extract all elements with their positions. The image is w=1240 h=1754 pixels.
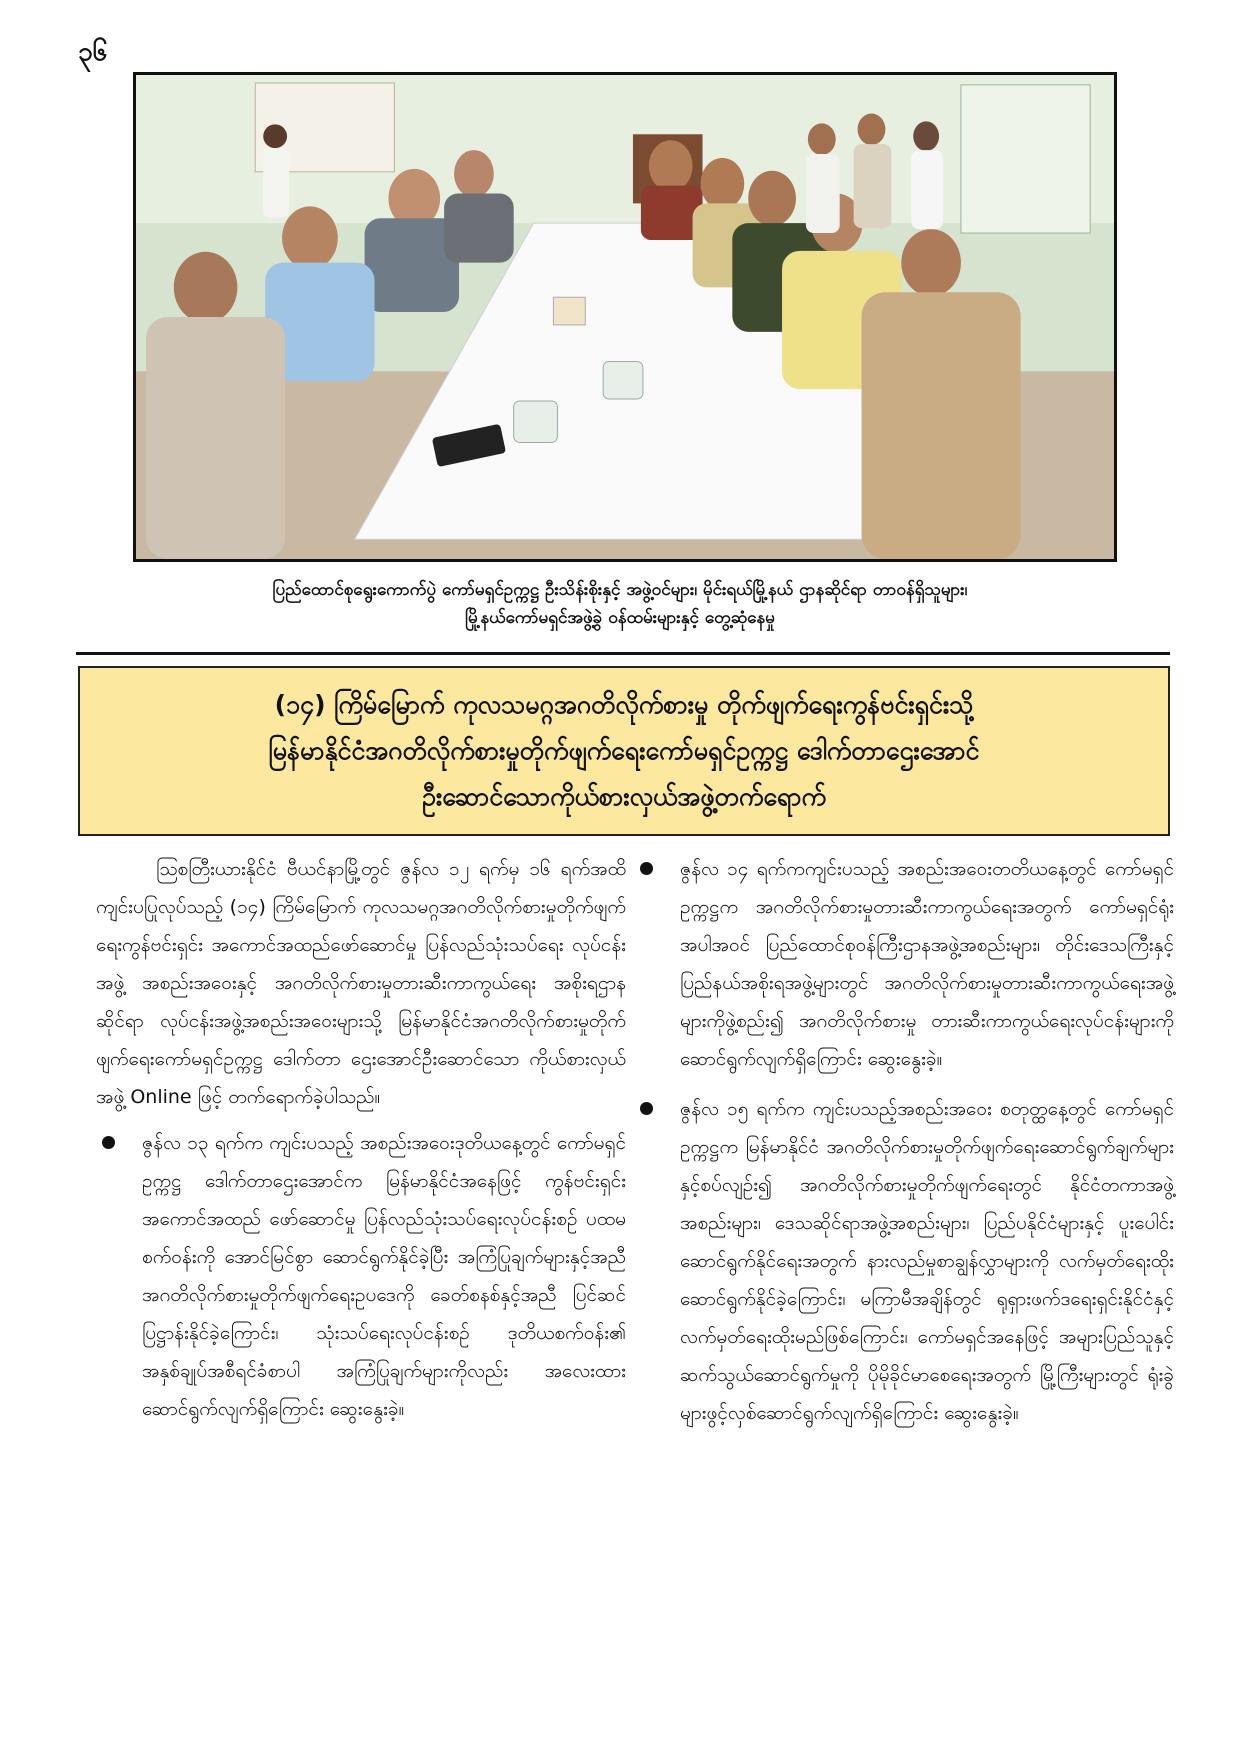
meeting-photo [133, 72, 1117, 562]
headline-line: ဦးဆောင်သောကိုယ်စားလှယ်အဖွဲ့တက်ရောက် [421, 782, 826, 811]
page-number: ၃၆ [78, 37, 108, 67]
bullet-dot-icon [102, 1136, 115, 1149]
bullet-text: ဇွန်လ ၁၄ ရက်ကကျင်းပသည့် အစည်းအဝေးတတိယနေ့တွင် ကော်မရှင်ဥက္ကဋ္ဌက အဂတိလိုက်စားမှုတားဆီးကာကွယ်ရေးအတွက် ကော်မရှင်ရုံးအပါအဝင် ပြည်ထောင်စုဝန်ကြီးဌာနအဖွဲ့အစည်းများ၊ တိုင်းဒေသကြီးနှင့် ပြည်နယ်အစိုးရအဖွဲ့များတွင် အဂတိလိုက်စားမှုတားဆီးကာကွယ်ရေးအဖွဲ့များကိုဖွဲ့စည်း၍ အဂတိလိုက်စားမှု တားဆီးကာကွယ်ရေးလုပ်ငန်းများကို ဆောင်ရွက်လျက်ရှိကြောင်း ဆွေးနွေးခဲ့။ [680, 858, 1174, 1070]
bullet-paragraph [634, 850, 1174, 1078]
left-column [96, 850, 626, 1440]
bullet-paragraph [634, 1090, 1174, 1432]
headline-line: (၁၄) ကြိမ်မြောက် ကုလသမဂ္ဂအဂတိလိုက်စားမှု တိုက်ဖျက်ရေးကွန်ဗင်းရှင်းသို့ [274, 690, 974, 719]
bullet-text: ဇွန်လ ၁၅ ရက်က ကျင်းပသည့်အစည်းအဝေး စတုတ္ထနေ့တွင် ကော်မရှင်ဥက္ကဋ္ဌက မြန်မာနိုင်ငံ အဂတိလိုက်စားမှုတိုက်ဖျက်ရေးဆောင်ရွက်ချက်များနှင့်စပ်လျဉ်း၍ အဂတိလိုက်စားမှုတိုက်ဖျက်ရေးတွင် နိုင်ငံတကာအဖွဲ့အစည်းများ၊ ဒေသဆိုင်ရာအဖွဲ့အစည်းများ၊ ပြည်ပနိုင်ငံများနှင့် ပူးပေါင်းဆောင်ရွက်နိုင်ရေးအတွက် နားလည်မှုစာချွန်လွှာများကို လက်မှတ်ရေးထိုးဆောင်ရွက်နိုင်ခဲ့ကြောင်း၊ မကြာမီအချိန်တွင် ရုရှားဖက်ဒရေးရှင်းနိုင်ငံနှင့် လက်မှတ်ရေးထိုးမည်ဖြစ်ကြောင်း၊ ကော်မရှင်အနေဖြင့် အများပြည်သူနှင့်ဆက်သွယ်ဆောင်ရွက်မှုကို ပိုမိုခိုင်မာစေရေးအတွက် မြို့ကြီးများတွင် ရုံးခွဲများဖွင့်လှစ်ဆောင်ရွက်လျက်ရှိကြောင်း ဆွေးနွေးခဲ့။ [680, 1098, 1174, 1424]
photo-caption [120, 576, 1120, 632]
bullet-paragraph [96, 1124, 626, 1428]
caption-line: ပြည်ထောင်စုရွေးကောက်ပွဲ ကော်မရှင်ဥက္ကဋ္ဌ ဦးသိန်းစိုးနှင့် အဖွဲ့ဝင်များ၊ မိုင်းရယ်မြို့နယ် ဌာနဆိုင်ရာ တာဝန်ရှိသူများ၊ [272, 580, 968, 600]
caption-line: မြို့နယ်ကော်မရှင်အဖွဲ့ခွဲ ဝန်ထမ်းများနှင့် တွေ့ဆုံနေမှု [465, 608, 775, 628]
headline-box [78, 666, 1170, 836]
bullet-dot-icon [640, 1102, 653, 1115]
bullet-text: ဇွန်လ ၁၃ ရက်က ကျင်းပသည့် အစည်းအဝေးဒုတိယနေ့တွင် ကော်မရှင်ဥက္ကဋ္ဌ ဒေါက်တာဌေးအောင်က မြန်မာနိုင်ငံအနေဖြင့် ကွန်ဗင်းရှင်းအကောင်အထည် ဖော်ဆောင်မှု ပြန်လည်သုံးသပ်ရေးလုပ်ငန်းစဉ် ပထမစက်ဝန်းကို အောင်မြင်စွာ ဆောင်ရွက်နိုင်ခဲ့ပြီး အကြံပြုချက်များနှင့်အညီ အဂတိလိုက်စားမှုတိုက်ဖျက်ရေးဥပဒေကို ခေတ်စနစ်နှင့်အညီ ပြင်ဆင်ပြဋ္ဌာန်းနိုင်ခဲ့ကြောင်း၊ သုံးသပ်ရေးလုပ်ငန်းစဉ် ဒုတိယစက်ဝန်း၏ အနှစ်ချုပ်အစီရင်ခံစာပါ အကြံပြုချက်များကိုလည်း အလေးထားဆောင်ရွက်လျက်ရှိကြောင်း ဆွေးနွေးခဲ့။ [142, 1132, 626, 1420]
section-divider [76, 652, 1170, 655]
headline-line: မြန်မာနိုင်ငံအဂတိလိုက်စားမှုတိုက်ဖျက်ရေးကော်မရှင်ဥက္ကဋ္ဌ ဒေါက်တာဌေးအောင် [268, 736, 980, 765]
intro-paragraph: ဩစတြီးယားနိုင်ငံ ဗီယင်နာမြို့တွင် ဇွန်လ ၁၂ ရက်မှ ၁၆ ရက်အထိ ကျင်းပပြုလုပ်သည့် (၁၄) ကြိမ်မြောက် ကုလသမဂ္ဂအဂတိလိုက်စားမှုတိုက်ဖျက်ရေးကွန်ဗင်းရှင်း အကောင်အထည်ဖော်ဆောင်မှု ပြန်လည်သုံးသပ်ရေး လုပ်ငန်းအဖွဲ့ အစည်းအဝေးနှင့် အဂတိလိုက်စားမှုတားဆီးကာကွယ်ရေး အစိုးရဌာနဆိုင်ရာ လုပ်ငန်းအဖွဲ့အစည်းအဝေးများသို့ မြန်မာနိုင်ငံအဂတိလိုက်စားမှုတိုက်ဖျက်ရေးကော်မရှင်ဥက္ကဋ္ဌ ဒေါက်တာ ဌေးအောင်ဦးဆောင်သော ကိုယ်စားလှယ်အဖွဲ့ Online ဖြင့် တက်ရောက်ခဲ့ပါသည်။ [96, 858, 626, 1108]
meeting-photo-illustration [136, 75, 1114, 559]
bullet-dot-icon [640, 862, 653, 875]
right-column [634, 850, 1174, 1444]
